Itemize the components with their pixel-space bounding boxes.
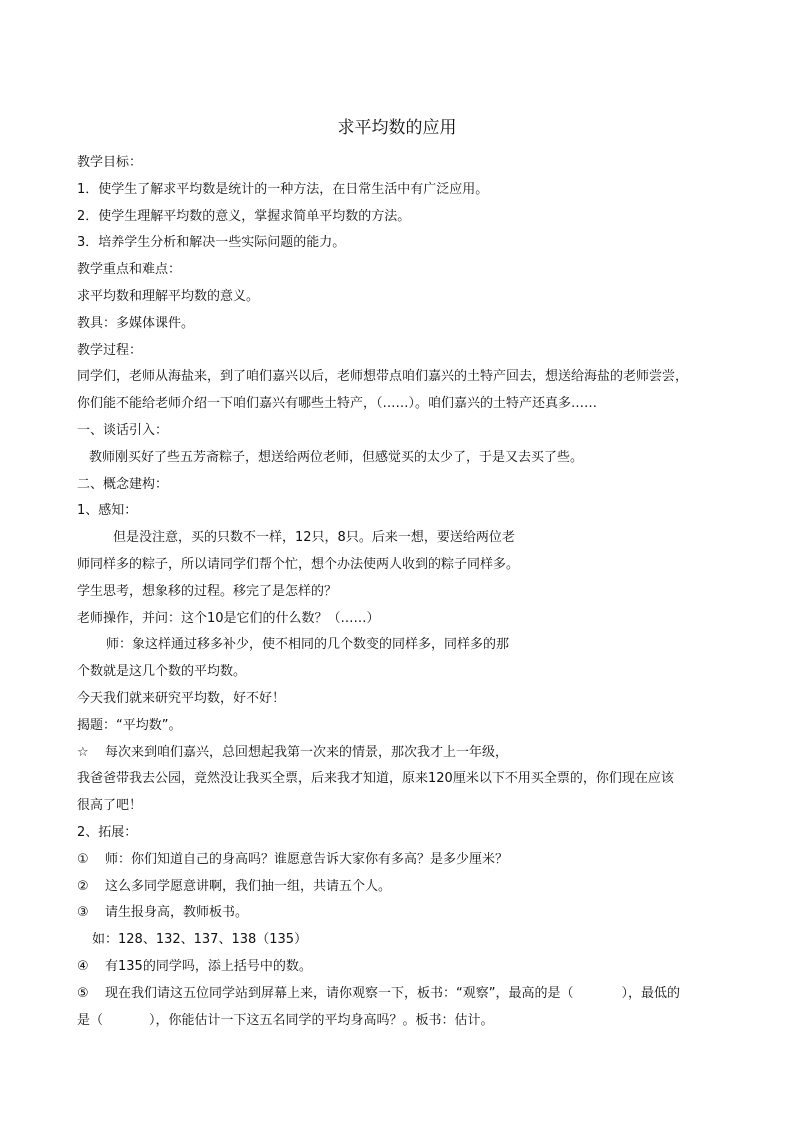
text-line: 你们能不能给老师介绍一下咱们嘉兴有哪些土特产，（……）。咱们嘉兴的土特产还真多…… (77, 396, 598, 412)
text-line: 个数就是这几个数的平均数。 (77, 664, 247, 680)
text-line: 2、拓展： (77, 824, 138, 840)
text-line: 二、概念建构： (77, 476, 169, 492)
text-span: 现在我们请这五位同学站到屏幕上来，请你观察一下，板书：“观察”，最高的是（ (105, 985, 574, 1001)
text-line: 教师刚买好了些五芳斋粽子，想送给两位老师，但感觉买的太少了，于是又去买了些。 (89, 449, 584, 465)
text-span: 请生报身高，教师板书。 (105, 905, 249, 921)
text-line (77, 900, 727, 927)
text-line: 一、谈话引入： (77, 422, 169, 438)
text-line: 教学目标： (77, 155, 143, 170)
text-line: 2．使学生理解平均数的意义，掌握求简单平均数的方法。 (77, 208, 411, 224)
text-line: 教具：多媒体课件。 (77, 315, 195, 331)
text-line: 教学过程： (77, 342, 143, 358)
text-line (77, 1008, 727, 1035)
text-line: 如：128、132、137、138（135） (92, 932, 308, 948)
text-line: 3．培养学生分析和解决一些实际问题的能力。 (77, 235, 346, 251)
text-line (77, 981, 727, 1008)
text-line: 今天我们就来研究平均数，好不好！ (77, 690, 286, 706)
text-line: 师：象这样通过移多补少，使不相同的几个数变的同样多，同样多的那 (106, 637, 510, 653)
text-line: 老师操作，并问：这个10是它们的什么数？（……） (77, 610, 380, 626)
circled-five-icon: ⑤ (77, 985, 89, 1001)
text-line (77, 847, 727, 874)
text-span: 有135的同学吗，添上括号中的数。 (105, 958, 312, 974)
text-span: ），你能估计一下这五名同学的平均身高吗？。板书：估计。 (149, 1012, 494, 1028)
text-line: 我爸爸带我去公园，竟然没让我买全票，后来我才知道，原来120厘米以下不用买全票的，你们现在应该 (77, 771, 674, 787)
text-line: 同学们，老师从海盐来，到了咱们嘉兴以后，老师想带点咱们嘉兴的土特产回去，想送给海盐的老师尝尝， (77, 369, 689, 385)
circled-one-icon: ① (77, 851, 89, 867)
circled-four-icon: ④ (77, 958, 89, 974)
text-span: 每次来到咱们嘉兴，总回想起我第一次来的情景，那次我才上一年级， (105, 744, 509, 760)
circled-three-icon: ③ (77, 905, 89, 921)
text-line: 师同样多的粽子，所以请同学们帮个忙，想个办法使两人收到的粽子同样多。 (77, 556, 520, 572)
circled-two-icon: ② (77, 878, 89, 894)
text-span: 师：你们知道自己的身高吗？谁愿意告诉大家你有多高？是多少厘米？ (105, 851, 509, 867)
text-line: 很高了吧！ (77, 798, 143, 814)
text-line (77, 874, 727, 901)
text-line: 求平均数和理解平均数的意义。 (77, 288, 260, 304)
document-body (77, 150, 727, 1034)
text-line: 1．使学生了解求平均数是统计的一种方法，在日常生活中有广泛应用。 (77, 181, 489, 197)
text-span: 是（ (77, 1012, 104, 1028)
text-line: 1、感知： (77, 503, 138, 519)
text-line: 但是没注意，买的只数不一样，12只，8只。后来一想，要送给两位老 (113, 530, 515, 546)
text-line: 学生思考，想象移的过程。移完了是怎样的？ (77, 583, 338, 599)
star-icon: ☆ (77, 744, 89, 760)
text-line: 揭题：“平均数”。 (77, 717, 182, 733)
text-line (77, 740, 727, 767)
text-line (77, 954, 727, 981)
text-line: 教学重点和难点： (77, 262, 182, 278)
text-span: 这么多同学愿意讲啊，我们抽一组，共请五个人。 (105, 878, 392, 894)
document-title: 求平均数的应用 (337, 118, 457, 138)
text-span: ），最低的 (621, 985, 680, 1001)
